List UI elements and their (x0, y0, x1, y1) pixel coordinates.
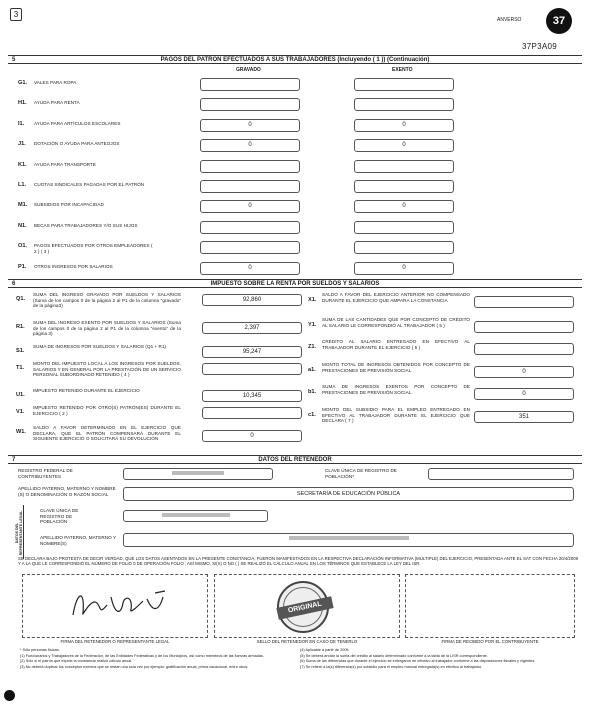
signature-sello-caption: SELLO DEL RETENEDOR EN CASO DE TENERLO (256, 639, 358, 644)
isr-code: Q1. (16, 296, 26, 302)
isr-code: V1. (16, 409, 25, 415)
exento-field[interactable] (354, 160, 454, 173)
isr-value-field[interactable] (474, 343, 574, 355)
row-code: I1. (18, 121, 25, 127)
signature-recibido-caption: FIRMA DE RECIBIDO POR EL CONTRIBUYENTE (441, 639, 539, 644)
footnote: (1) Funcionarios y Trabajadores de la Federación, de las Entidades Federativas y de los Municipios, así como miembros de las fuerzas armadas. (20, 653, 264, 658)
signature-scribble-icon (63, 585, 183, 625)
row-code: J1. (18, 141, 26, 147)
isr-code: R1. (16, 324, 25, 330)
name-field[interactable] (123, 487, 574, 501)
isr-value-field[interactable] (202, 363, 302, 375)
gravado-field[interactable] (200, 241, 300, 254)
isr-code: a1. (308, 367, 316, 373)
gravado-field[interactable] (200, 98, 300, 111)
isr-label: SUMA DE INGRESOS EXENTOS POR CONCEPTO DE PRESTACIONES DE PREVISIÓN SOCIAL (322, 384, 470, 395)
row-code: H1. (18, 100, 27, 106)
isr-code: c1. (308, 412, 316, 418)
row-label: SUBSIDIOS POR INCAPACIDAD (34, 202, 104, 207)
footnote: (7) Se refiere a la(s) diferencia(s) por subsidio para el empleo manual entregada(s) en efectivo al trabajador. (300, 664, 482, 669)
isr-value-field[interactable]: 92,860 (202, 294, 302, 306)
isr-label: CRÉDITO AL SALARIO ENTREGADO EN EFECTIVO AL TRABAJADOR DURANTE EL EJERCICIO ( 5 ) (322, 339, 470, 350)
isr-label: MONTO DEL IMPUESTO LOCAL A LOS INGRESOS POR SUELDOS, SALARIOS Y EN GENERAL POR LA PRESTACIÓN DE UN SERVICIO PERSONAL SUBORDINADO RETENIDO ( 4 ) (33, 361, 181, 378)
row-label: OTROS INGRESOS POR SALARIOS (34, 264, 113, 269)
footnote: (5) Se deberá anotar la suma del crédito al salario determinado conforme a la tabla de la LISR correspondiente. (300, 653, 488, 658)
isr-label: MONTO DEL SUBSIDIO PARA EL EMPLEO ENTREGADO EN EFECTIVO AL TRABAJADOR DURANTE EL EJERCICIO QUE DECLARA ( 7 ) (322, 407, 470, 424)
redacted-rep-name (289, 536, 409, 540)
isr-value-field[interactable]: 351 (474, 411, 574, 423)
isr-label: SUMA DEL INGRESO GRAVADO POR SUELDOS Y SALARIOS (Suma de los campos 0 de la página 2 al P1 de la columna "gravado" de la página3) (33, 292, 181, 309)
gravado-field[interactable] (200, 180, 300, 193)
row-code: M1. (18, 202, 28, 208)
page-number: 3 (13, 10, 19, 19)
isr-value-field[interactable]: 10,345 (202, 390, 302, 402)
section7-title: DATOS DEL RETENEDOR (258, 457, 332, 463)
exento-field[interactable] (354, 98, 454, 111)
redacted-rfc (172, 471, 224, 475)
footnote: (6) Suma de las diferencias que durante el ejercicio se entregaron en efectivo al trabajador conforme a las disposiciones fiscales y vigentes. (300, 659, 536, 664)
isr-value-field[interactable]: 0 (474, 388, 574, 400)
exento-field[interactable] (354, 221, 454, 234)
anverso-label: ANVERSO (497, 17, 522, 23)
isr-value-field[interactable] (202, 407, 302, 419)
section6-title: IMPUESTO SOBRE LA RENTA POR SUELDOS Y SALARIOS (210, 281, 380, 287)
gravado-field[interactable]: 0 (200, 200, 300, 213)
row-label: VALES PARA ROPA (34, 80, 77, 85)
registration-dot (4, 690, 15, 701)
isr-value-field[interactable]: 0 (474, 366, 574, 378)
section5-header: 5 PAGOS DEL PATRÓN EFECTUADOS A SUS TRABAJADORES (Incluyendo ( 1 )) (Continuación) (8, 55, 582, 64)
row-label: AYUDA PARA TRANSPORTE (34, 162, 96, 167)
exento-field[interactable]: 0 (354, 262, 454, 275)
row-code: L1. (18, 182, 27, 188)
isr-code: b1. (308, 389, 317, 395)
row-label: AYUDA PARA RENTA (34, 100, 80, 105)
name-value: SECRETARÍA DE EDUCACIÓN PÚBLICA (296, 491, 401, 497)
footnotes-right (300, 648, 578, 670)
isr-code: S1. (16, 348, 25, 354)
col-exento-header: EXENTO (392, 67, 413, 73)
isr-label: SUMA DE INGRESOS POR SUELDOS Y SALARIOS (Q1 + R1) (33, 344, 167, 349)
isr-code: T1. (16, 365, 25, 371)
row-label: AYUDA PARA ARTÍCULOS ESCOLARES (34, 121, 121, 126)
row-code: O1. (18, 243, 28, 249)
page-number-box (10, 8, 22, 21)
curp-label: CLAVE ÚNICA DE REGISTRO DE POBLACIÓN* (325, 468, 397, 479)
name-label: APELLIDO PATERNO, MATERNO Y NOMBRE (S) O DENOMINACIÓN O RAZÓN SOCIAL (18, 486, 116, 497)
exento-field[interactable] (354, 241, 454, 254)
isr-label: SALDO A FAVOR DETERMINADO EN EL EJERCICIO QUE DECLARA, QUE EL PATRÓN COMPENSARÁ DURANTE EL SIGUIENTE EJERCICIO O SOLICITARÁ SU DEVOLUCIÓN (33, 425, 181, 442)
footnote: * Sólo personas físicas. (20, 648, 60, 652)
gravado-field[interactable] (200, 160, 300, 173)
isr-value-field[interactable]: 2,397 (202, 322, 302, 334)
exento-field[interactable] (354, 78, 454, 91)
isr-code: X1. (308, 297, 317, 303)
isr-label: SUMA DE LAS CANTIDADES QUE POR CONCEPTO DE CRÉDITO AL SALARIO LE CORRESPONDIÓ AL TRABAJADOR ( 5 ) (322, 317, 470, 328)
row-code: G1. (18, 80, 28, 86)
row-code: K1. (18, 162, 27, 168)
footnote: (4) Aplicable a partir de 2005. (300, 648, 350, 652)
isr-label: MONTO TOTAL DE INGRESOS OBTENIDOS POR CONCEPTO DE PRESTACIONES DE PREVISIÓN SOCIAL (322, 362, 470, 373)
original-stamp: ORIGINAL (277, 581, 329, 633)
col-gravado-header: GRAVADO (236, 67, 261, 73)
exento-field[interactable]: 0 (354, 119, 454, 132)
isr-label: SALDO A FAVOR DEL EJERCICIO ANTERIOR NO COMPENSADO DURANTE EL EJERCICIO QUE AMPARA LA CONSTANCIA (322, 292, 470, 303)
gravado-field[interactable] (200, 78, 300, 91)
isr-code: W1. (16, 429, 26, 435)
row-label: CUOTAS SINDICALES PAGADAS POR EL PATRÓN (34, 182, 145, 187)
row-code: N1. (18, 223, 27, 229)
rfc-field[interactable] (123, 468, 273, 480)
gravado-field[interactable]: 0 (200, 119, 300, 132)
signature-retenedor-caption: FIRMA DEL RETENEDOR O REPRESENTANTE LEGAL (60, 639, 170, 644)
row-label: DOTACIÓN O AYUDA PARA ANTEOJOS (34, 141, 120, 146)
isr-value-field[interactable]: 0 (202, 430, 302, 442)
footnotes-left (20, 648, 282, 670)
isr-code: Y1. (308, 322, 317, 328)
exento-field[interactable]: 0 (354, 200, 454, 213)
isr-value-field[interactable] (474, 321, 574, 333)
isr-value-field[interactable]: 95,247 (202, 346, 302, 358)
rep-curp-label: CLAVE ÚNICA DE REGISTRO DE POBLACIÓN (40, 508, 79, 525)
footnote: (3) No deberá duplicar los conceptos exentos que se restan una sola vez por ejemplo: gratificación anual, prima vacacional, entre otros. (20, 664, 249, 669)
section7-header: 7 DATOS DEL RETENEDOR (8, 455, 582, 464)
isr-label: SUMA DEL INGRESO EXENTO POR SUELDOS Y SALARIOS (Suma de los campos 0 de la página 2 al P1 de la columna "exento" de la página 3) (33, 320, 181, 337)
isr-code: Z1. (308, 344, 317, 350)
rep-name-label: APELLIDO PATERNO, MATERNO Y NOMBRE(S) (40, 535, 116, 546)
curp-field[interactable] (428, 468, 574, 480)
signature-box-sello (214, 574, 400, 644)
row-label: BECAS PARA TRABAJADORES Y/O SUS HIJOS (34, 223, 138, 228)
section6-header: 6 IMPUESTO SOBRE LA RENTA POR SUELDOS Y SALARIOS (8, 279, 582, 288)
isr-value-field[interactable] (474, 296, 574, 308)
exento-field[interactable]: 0 (354, 139, 454, 152)
redacted-rep-curp (162, 513, 230, 517)
exento-field[interactable] (354, 180, 454, 193)
rep-name-field[interactable] (123, 533, 574, 547)
rep-side-label: DATOS DEL REPRESENTANTE LEGAL (14, 505, 24, 559)
rfc-label: REGISTRO FEDERAL DE CONTRIBUYENTES (18, 468, 73, 479)
isr-code: U1. (16, 392, 25, 398)
form-code: 37P3A09 (522, 42, 558, 51)
rep-curp-field[interactable] (123, 510, 268, 522)
gravado-field[interactable]: 0 (200, 262, 300, 275)
signature-box-retenedor (22, 574, 208, 644)
footnote: (2) Sólo si el patrón que expide la constancia realizó cálculo anual. (20, 659, 133, 664)
row-code: P1. (18, 264, 27, 270)
row-label: PAGOS EFECTUADOS POR OTROS EMPLEADORES ( 2 ) ( 3 ) (34, 243, 153, 254)
form-number-badge: 37 (546, 8, 572, 34)
gravado-field[interactable]: 0 (200, 139, 300, 152)
declaration-text: SE DECLARA BAJO PROTESTA DE DECIR VERDAD, QUE LOS DATOS ASENTADOS EN LA PRESENTE CONSTANCIA, FUERON MANIFESTADOS EN LA RESPECTIVA DECLARACIÓN INFORMATIVA (MÚLTIPLE) DEL EJERCICIO, PRESENTADA ANTE EL SAT CON FECHA 20/4/2009 Y A LA QUE LE CORRESPONDIÓ EL NÚMERO DE FOLIO 0 DE OPERACIÓN FOLIO ; ASÍ MISMO, SI(X) O NO ( ) SE REALIZÓ EL CÁLCULO ANUAL EN LOS TÉRMINOS QUE ESTABLECE LA LEY DEL ISR. (18, 556, 578, 567)
isr-label: IMPUESTO RETENIDO DURANTE EL EJERCICIO (33, 388, 140, 393)
isr-label: IMPUESTO RETENIDO POR OTRO(S) PATRÓN(ES) DURANTE EL EJERCICIO ( 2 ) (33, 405, 181, 416)
signature-box-recibido (405, 574, 575, 644)
section5-title: PAGOS DEL PATRÓN EFECTUADOS A SUS TRABAJADORES (Incluyendo ( 1 )) (Continuación) (160, 57, 430, 63)
gravado-field[interactable] (200, 221, 300, 234)
